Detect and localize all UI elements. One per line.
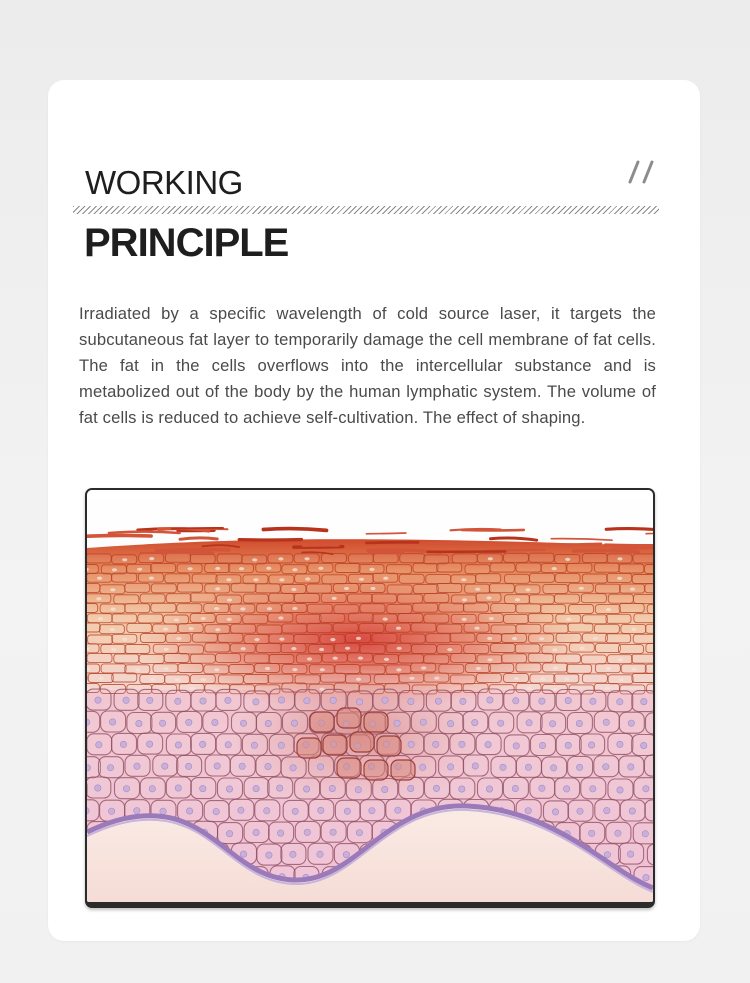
skin-cross-section-illustration	[85, 488, 655, 908]
double-slash-icon	[628, 160, 660, 186]
skin-layers-drawing	[87, 490, 653, 902]
section-title-principle: PRINCIPLE	[84, 221, 289, 265]
hatched-divider	[73, 206, 659, 214]
description-paragraph: Irradiated by a specific wavelength of cold source laser, it targets the subcutaneous fat layer to temporarily damage the cell membrane of fat cells. The fat in the cells overflows into the intercellular substance and is metabolized out of the body by the human lymphatic system. The volume of fat cells is reduced to achieve self-cultivation. The effect of shaping.	[79, 304, 656, 427]
content-card	[48, 80, 700, 941]
section-title-working: WORKING	[85, 164, 243, 201]
